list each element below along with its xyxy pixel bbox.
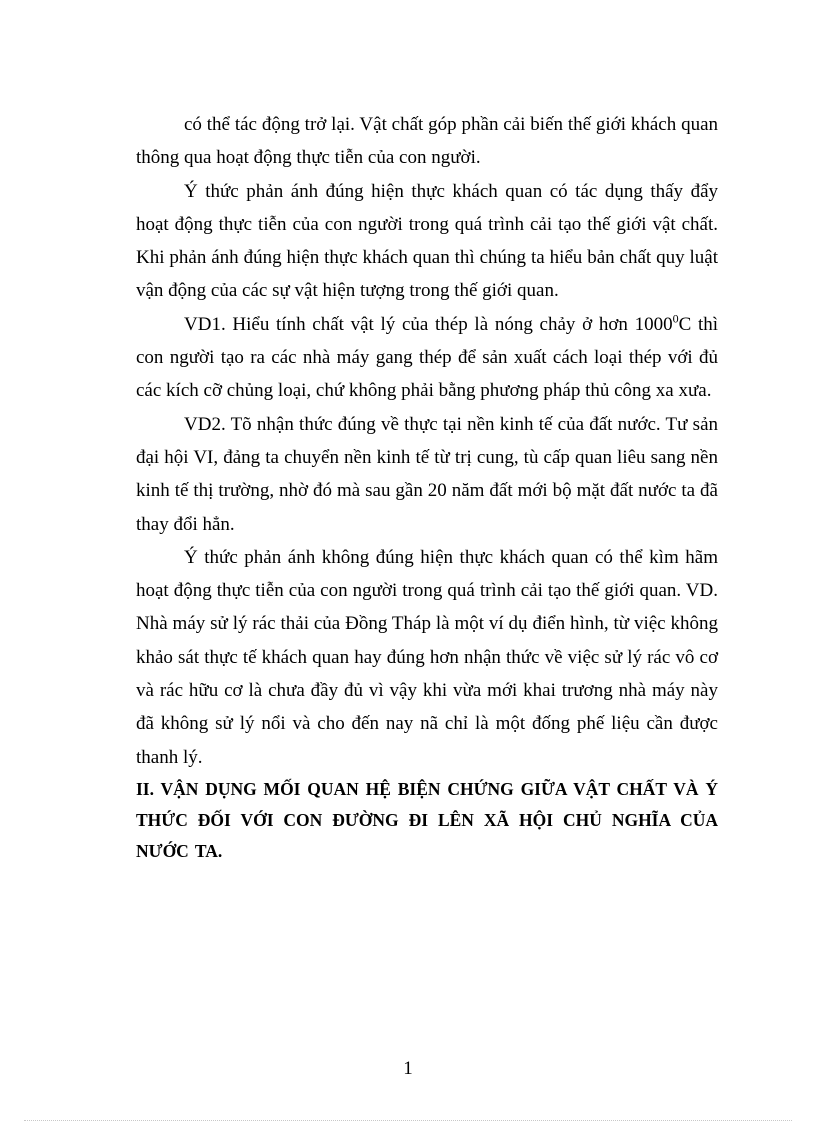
paragraph-correct-reflection: Ý thức phản ánh đúng hiện thực khách quan có tác dụng thấy đẩy hoạt động thực tiễn của con người trong quá trình cải tạo thế giới vật chất. Khi phản ánh đúng hiện thực khách quan thì chúng ta hiểu bản chất quy luật vận động của các sự vật hiện tượng trong thế giới quan. xyxy=(136,180,718,302)
section-heading: II. VẬN DỤNG MỐI QUAN HỆ BIỆN CHỨNG GIỮA VẬT CHẤT VÀ Ý THỨC ĐỐI VỚI CON ĐƯỜNG ĐI LÊN XÃ HỘI CHỦ NGHĨA CỦA NƯỚC TA. xyxy=(136,778,718,861)
paragraph-incorrect-reflection: Ý thức phản ánh không đúng hiện thực khách quan có thể kìm hãm hoạt động thực tiễn của con người trong quá trình cải tạo thế giới quan. VD. Nhà máy sử lý rác thải của Đồng Tháp là một ví dụ điển hình, từ việc không khảo sát thực tế khách quan hay đúng hơn nhận thức về việc sử lý rác vô cơ và rác hữu cơ là chưa đầy đủ vì vậy khi vừa mới khai trương nhà máy này đã không sử lý nổi và cho đến nay nã chỉ là một đống phế liệu cần được thanh lý. xyxy=(136,546,718,768)
paragraph-example-vd2: VD2. Tõ nhận thức đúng về thực tại nền kinh tế của đất nước. Tư sản đại hội VI, đảng ta chuyển nền kinh tế từ trị cung, tù cấp quan liêu sang nền kinh tế thị trường, nhờ đó mà sau gần 20 năm đất mới bộ mặt đất nước ta đã thay đổi hẳn. xyxy=(136,413,718,535)
page-number: 1 xyxy=(403,1058,413,1079)
vd1-text-before: VD1. Hiểu tính chất vật lý của thép là nóng chảy ở hơn 1000 xyxy=(184,313,673,335)
degree-superscript: 0 xyxy=(672,311,679,326)
paragraph-continuation: có thể tác động trở lại. Vật chất góp phần cải biến thế giới khách quan thông qua hoạt động thực tiễn của con người. xyxy=(136,114,718,169)
document-body xyxy=(136,108,718,867)
paragraph-example-vd1 xyxy=(136,308,718,408)
vd1-text-after: C thì con người tạo ra các nhà máy gang thép để sản xuất cách loại thép với đủ các kích cỡ chủng loại, chứ không phải bằng phương pháp thủ công xa xưa. xyxy=(136,313,719,402)
page-bottom-divider xyxy=(24,1120,792,1121)
